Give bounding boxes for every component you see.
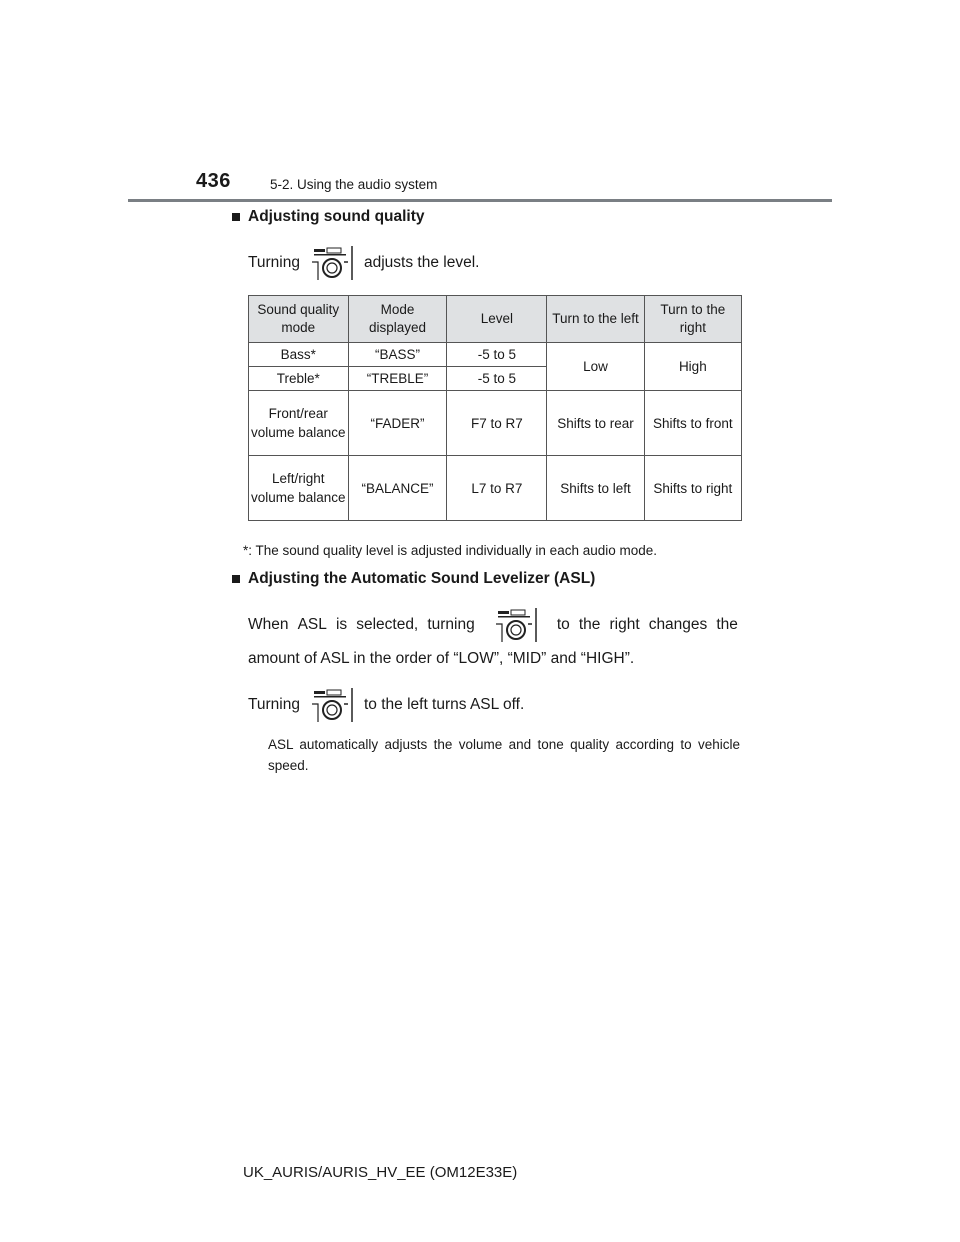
word: When <box>248 616 289 633</box>
table-footnote: *: The sound quality level is adjusted individually in each audio mode. <box>243 543 658 558</box>
table-row <box>249 343 742 367</box>
word: is <box>335 616 348 633</box>
word: the <box>716 616 738 633</box>
page-number: 436 <box>196 170 231 192</box>
column-header: Mode displayed <box>348 296 447 343</box>
table-cell: Shifts to front <box>644 391 741 456</box>
asl-line-3 <box>248 686 524 724</box>
table-row <box>249 456 742 521</box>
asl-line-1 <box>248 606 738 644</box>
word: to <box>556 616 570 633</box>
table-cell: “FADER” <box>348 391 447 456</box>
header-rule <box>128 199 832 202</box>
table-cell: Shifts to left <box>547 456 644 521</box>
table-cell: -5 to 5 <box>447 367 547 391</box>
footer-doc-code: UK_AURIS/AURIS_HV_EE (OM12E33E) <box>243 1164 518 1181</box>
column-header: Sound quality mode <box>249 296 349 343</box>
asl-note: ASL automatically adjusts the volume and tone quality according to vehicle speed. <box>268 737 740 773</box>
heading-text: Adjusting the Automatic Sound Levelizer (ASL) <box>248 570 596 587</box>
table-cell: Left/right volume balance <box>249 456 349 521</box>
audio-tune-knob-icon <box>494 606 538 644</box>
section-title: 5-2. Using the audio system <box>270 177 438 192</box>
asl-heading <box>232 570 595 588</box>
asl-line-2: amount of ASL in the order of “LOW”, “MID” and “HIGH”. <box>248 650 635 667</box>
table-cell: F7 to R7 <box>447 391 547 456</box>
table-cell: Treble* <box>249 367 349 391</box>
column-header: Turn to the left <box>547 296 644 343</box>
table-cell: L7 to R7 <box>447 456 547 521</box>
word: right <box>609 616 640 633</box>
table-header-row <box>249 296 742 343</box>
bullet-square-icon <box>232 575 240 583</box>
table-cell: “TREBLE” <box>348 367 447 391</box>
line3-after: to the left turns ASL off. <box>363 696 525 713</box>
intro-before: Turning <box>248 254 300 271</box>
bullet-square-icon <box>232 213 240 221</box>
sound-quality-heading <box>232 208 425 226</box>
word: ASL <box>297 616 327 633</box>
column-header: Level <box>447 296 547 343</box>
sound-quality-table <box>248 295 742 521</box>
sound-quality-intro <box>248 244 479 282</box>
table-cell: -5 to 5 <box>447 343 547 367</box>
table-cell: Low <box>547 343 644 391</box>
word: selected, <box>356 616 419 633</box>
table-cell: Shifts to right <box>644 456 741 521</box>
audio-tune-knob-icon <box>310 686 354 724</box>
column-header: Turn to the right <box>644 296 741 343</box>
table-cell: “BASS” <box>348 343 447 367</box>
heading-text: Adjusting sound quality <box>248 208 425 225</box>
audio-tune-knob-icon <box>310 244 354 282</box>
table-row <box>249 391 742 456</box>
table-cell: “BALANCE” <box>348 456 447 521</box>
word: changes <box>648 616 708 633</box>
word: the <box>578 616 601 633</box>
table-cell: Bass* <box>249 343 349 367</box>
table-cell: Front/rear volume balance <box>249 391 349 456</box>
table-cell: Shifts to rear <box>547 391 644 456</box>
intro-after: adjusts the level. <box>363 254 480 271</box>
table-cell: High <box>644 343 741 391</box>
line3-before: Turning <box>248 696 300 713</box>
word: turning <box>427 616 475 633</box>
